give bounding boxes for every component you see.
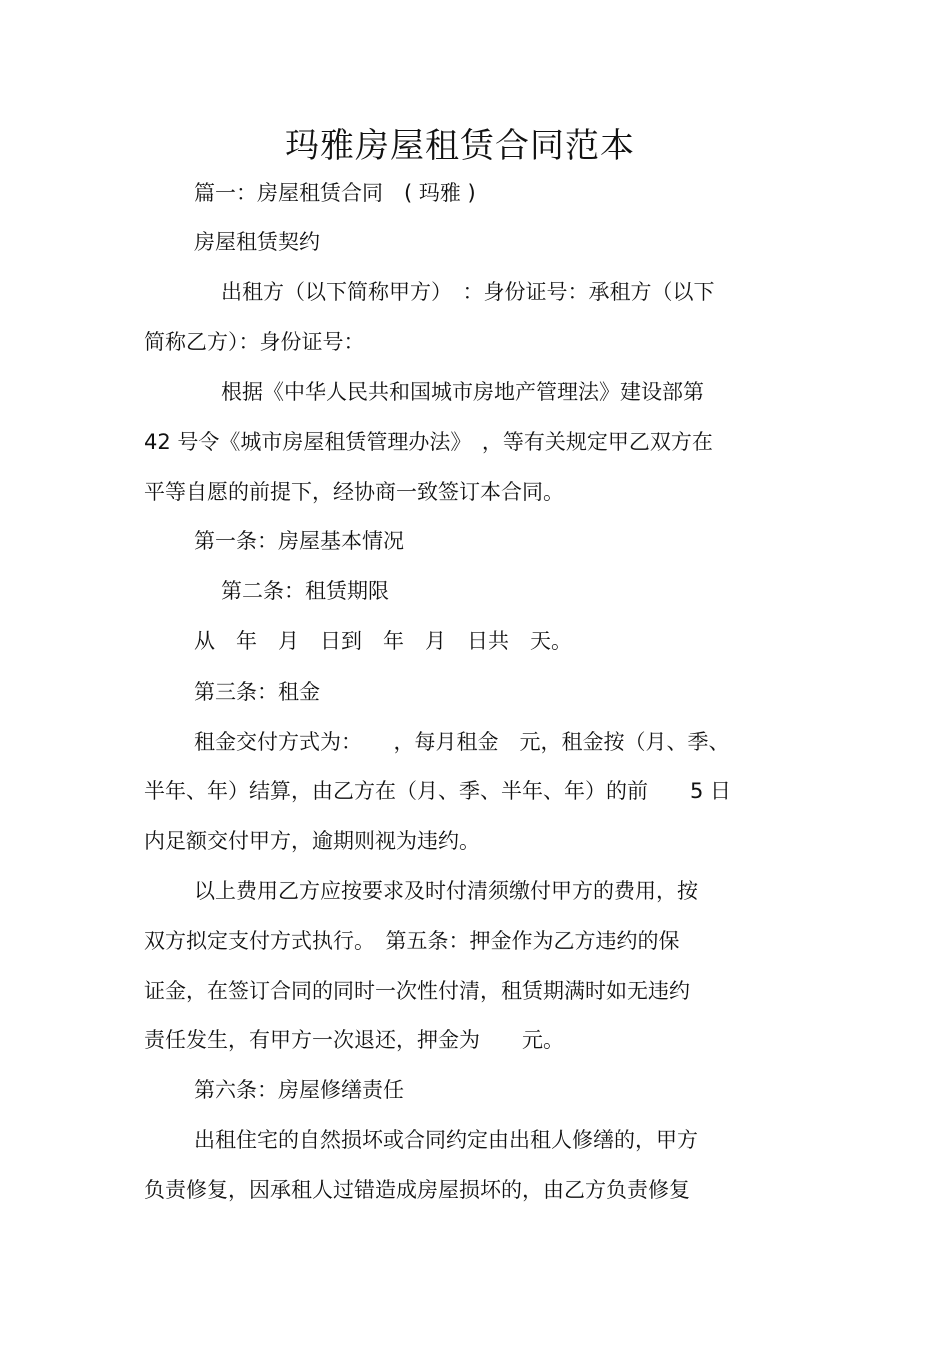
- text-line: 篇一：房屋租赁合同 ( 玛雅 ): [194, 181, 476, 205]
- document-title: 玛雅房屋租赁合同范本: [285, 126, 635, 166]
- text-line: 第二条：租赁期限: [221, 579, 389, 603]
- text-line: 以上费用乙方应按要求及时付清须缴付甲方的费用，按: [194, 879, 698, 903]
- text-line: 出租住宅的自然损坏或合同约定由出租人修缮的，甲方: [194, 1128, 698, 1152]
- text-line: 房屋租赁契约: [194, 230, 320, 254]
- text-line: 第六条：房屋修缮责任: [194, 1078, 404, 1102]
- text-line: 半年、年）结算，由乙方在（月、季、半年、年）的前 5 日: [144, 779, 732, 803]
- text-line: 根据《中华人民共和国城市房地产管理法》建设部第: [221, 380, 704, 404]
- text-line: 证金，在签订合同的同时一次性付清，租赁期满时如无违约: [144, 979, 690, 1003]
- text-line: 内足额交付甲方，逾期则视为违约。: [144, 829, 480, 853]
- text-line: 负责修复，因承租人过错造成房屋损坏的，由乙方负责修复: [144, 1178, 690, 1202]
- text-line: 42 号令《城市房屋租赁管理办法》 ，等有关规定甲乙双方在: [144, 430, 713, 454]
- text-line: 双方拟定支付方式执行。 第五条：押金作为乙方违约的保: [144, 929, 680, 953]
- text-line: 第三条：租金: [194, 680, 320, 704]
- text-line: 租金交付方式为： ，每月租金 元，租金按（月、季、: [194, 730, 730, 754]
- text-line: 从 年 月 日到 年 月 日共 天。: [194, 629, 572, 653]
- text-line: 简称乙方）：身份证号：: [144, 330, 365, 354]
- text-line: 出租方（以下简称甲方） ：身份证号：承租方（以下: [221, 280, 715, 304]
- text-line: 第一条：房屋基本情况: [194, 529, 404, 553]
- text-line: 平等自愿的前提下，经协商一致签订本合同。: [144, 480, 564, 504]
- text-line: 责任发生，有甲方一次退还，押金为 元。: [144, 1028, 564, 1052]
